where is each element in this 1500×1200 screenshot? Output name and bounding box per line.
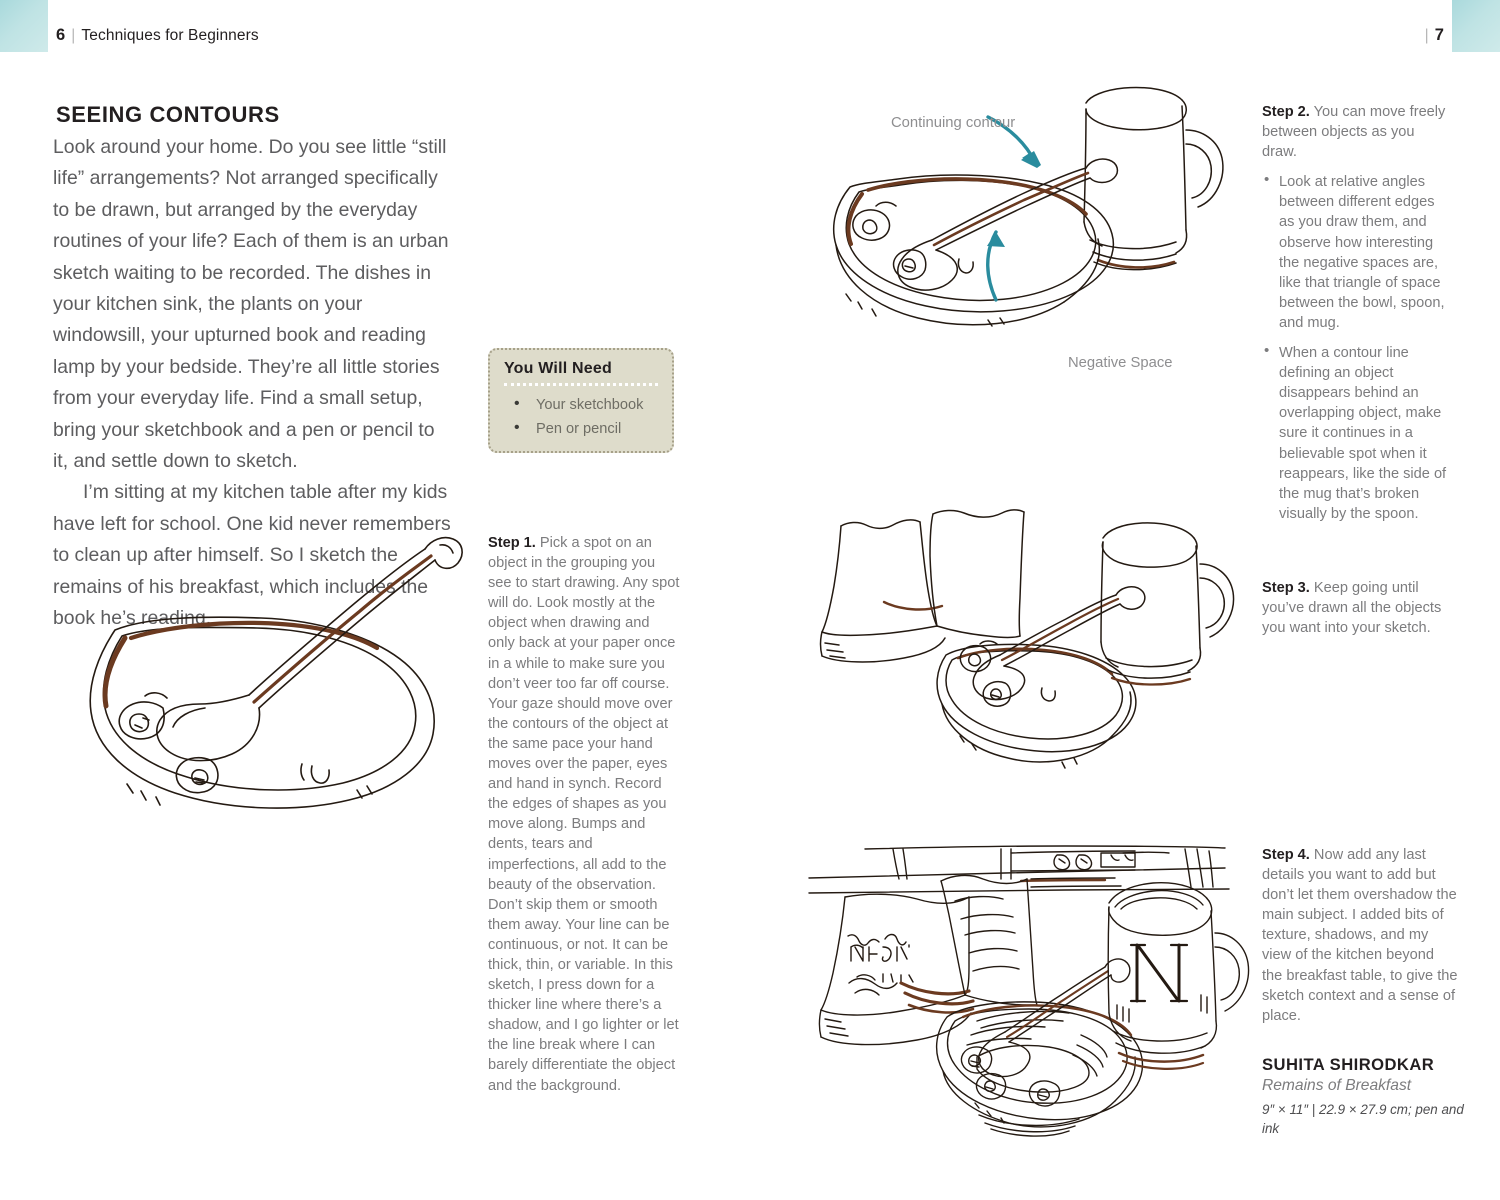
- step1-body: Pick a spot on an object in the grouping you see to start drawing. Any spot will do. Look mostly at the object when drawing and only back at your paper once in a while to make sure you don’t veer too far off course. Your gaze should move over the contours of the object at the same pace your hand moves over the paper, eyes and hand in synch. Record the edges of shapes as you move along. Bumps and dents, tears and imperfections, all add to the beauty of the observation. Don’t skip them or smooth them away. Your line can be continuous, or not. It can be thick, thin, or variable. In this sketch, I press down for a thicker line where there’s a shadow, and I go lighter or let the line break where I can barely differentiate the object and the background.: [488, 535, 680, 1094]
- annotation-negative-space: Negative Space: [1068, 355, 1173, 371]
- list-item: • Pen or pencil: [504, 417, 658, 441]
- you-will-need-title: You Will Need: [504, 360, 612, 377]
- body-paragraph-2: I’m sitting at my kitchen table after my kids have left for school. One kid never remembers to clean up after himself. So I sketch the remains of his breakfast, which includes the book he’s reading.: [53, 481, 451, 630]
- step2-text: [1262, 102, 1452, 534]
- step1-label: Step 1.: [488, 535, 536, 551]
- page-number-left: 6: [56, 26, 66, 44]
- corner-accent-right: [1452, 0, 1500, 52]
- page-number-right: 7: [1434, 26, 1444, 44]
- list-item: • Look at relative angles between different edges as you draw them, and observe how interesting the negative spaces are, like that triangle of space between the bowl, spoon, and mug.: [1262, 172, 1452, 333]
- body-paragraph-1: Look around your home. Do you see little “still life” arrangements? Not arranged specifically to be drawn, but arranged by the everyday routines of your life? Each of them is an urban sketch waiting to be recorded. The dishes in your kitchen sink, the plants on your windowsill, your upturned book and reading lamp by your bedside. They’re all little stories from your everyday life. Find a small setup, bring your sketchbook and a pen or pencil to it, and settle down to sketch.: [53, 136, 449, 473]
- annotation-continuing-contour: Continuing contour: [891, 115, 1016, 131]
- dotted-divider: [504, 383, 658, 386]
- illustration-step4-finished-sketch: [805, 835, 1255, 1145]
- step3-body: Keep going until you’ve drawn all the objects you want into your sketch.: [1262, 580, 1442, 637]
- you-will-need-callout: [488, 348, 674, 453]
- running-head-left: [56, 26, 259, 45]
- step2-body: You can move freely between objects as you draw.: [1262, 104, 1446, 161]
- list-item: • Your sketchbook: [504, 393, 658, 417]
- step1-text: [488, 533, 680, 1096]
- step3-label: Step 3.: [1262, 580, 1310, 596]
- step4-body: Now add any last details you want to add but don’t let them overshadow the main subject. I added bits of texture, shadows, and my view of the kitchen beyond the breakfast table, to give the sketch context and a sense of place.: [1262, 847, 1458, 1024]
- step3-paragraph: [1262, 578, 1452, 638]
- step2-paragraph: [1262, 102, 1452, 162]
- you-will-need-list: [504, 393, 658, 441]
- section-heading: SEEING CONTOURS: [56, 102, 280, 127]
- folio-separator-right: |: [1424, 27, 1429, 44]
- artist-name: SUHITA SHIRODKAR: [1262, 1055, 1435, 1074]
- artwork-credit: [1262, 1055, 1472, 1138]
- illustration-step1-bowl-spoon: [55, 512, 475, 852]
- step3-text: [1262, 578, 1452, 638]
- step4-paragraph: [1262, 845, 1458, 1026]
- step1-paragraph: [488, 533, 680, 1096]
- folio-separator-left: |: [71, 27, 76, 44]
- step2-label: Step 2.: [1262, 104, 1310, 120]
- step2-bullet-list: [1262, 172, 1452, 524]
- step4-text: [1262, 845, 1458, 1026]
- corner-accent-left: [0, 0, 48, 52]
- list-item: • When a contour line defining an object disappears behind an overlapping object, make sure it continues in a believable spot when it reappears, like the side of the mug that’s broken visually by the spoon.: [1262, 343, 1452, 524]
- chapter-title: Techniques for Beginners: [81, 27, 259, 44]
- artwork-title: Remains of Breakfast: [1262, 1077, 1412, 1094]
- running-head-right: [1419, 26, 1444, 45]
- illustration-step3-book-bowl-mug: [800, 500, 1250, 790]
- step4-label: Step 4.: [1262, 847, 1310, 863]
- artwork-dimensions: 9″ × 11″ | 22.9 × 27.9 cm; pen and ink: [1262, 1102, 1464, 1136]
